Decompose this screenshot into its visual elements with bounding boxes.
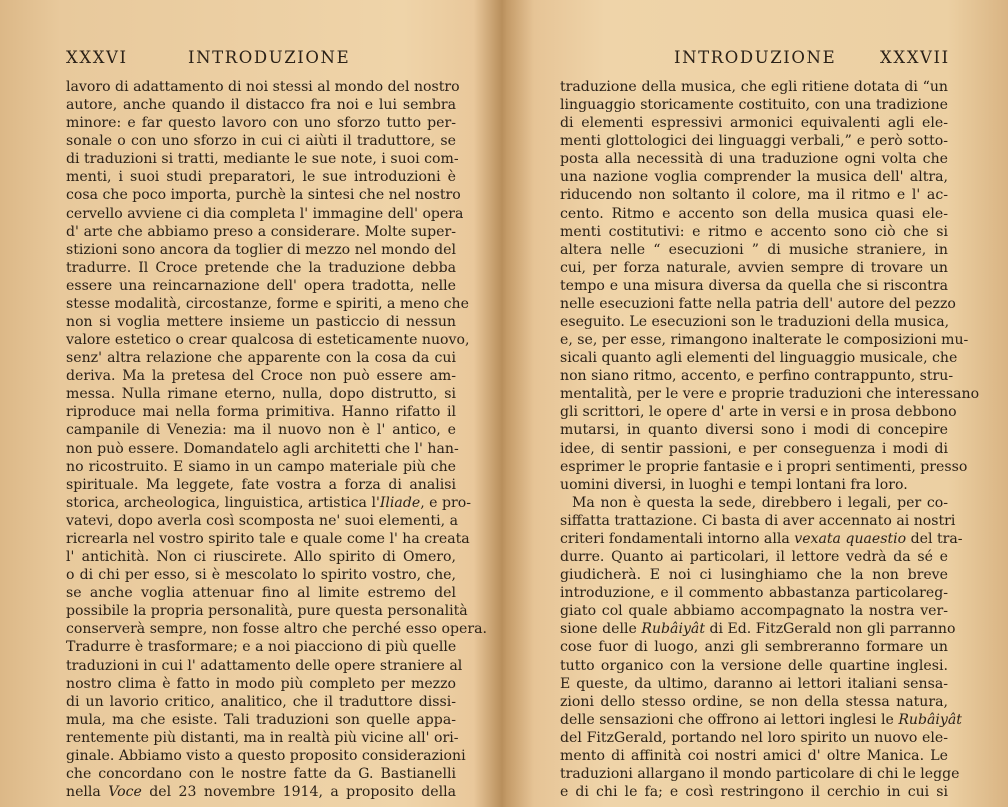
- line-text: sione delle: [560, 621, 637, 638]
- text-line: se anche voglia attenuar fino al limite estremo del: [66, 585, 456, 602]
- text-line: di elementi espressivi armonici equivalenti agli ele-: [560, 115, 948, 132]
- text-line: cervello avviene ci dia completa l' immagine dell' opera: [66, 205, 464, 222]
- text-line: non siano ritmo, accento, e perfino contrappunto, stru-: [560, 368, 954, 385]
- line-text: storica, archeologica, linguistica, artistica l': [66, 494, 380, 511]
- text-line: deriva. Ma la pretesa del Croce non può essere am-: [66, 368, 456, 385]
- text-line: l' antichità. Non ci riuscirete. Allo spirito di Omero,: [66, 549, 456, 566]
- left-page: [0, 0, 500, 807]
- text-line: o di chi per esso, si è mescolato lo spirito vostro, che,: [66, 567, 456, 584]
- text-line: non si voglia mettere insieme un pasticcio di nessun: [66, 314, 456, 331]
- text-line: Ma non è questa la sede, direbbero i legali, per co-: [572, 494, 948, 511]
- text-line-voce: [66, 783, 456, 801]
- text-line: introduzione, e il commento abbastanza particolareg-: [560, 585, 948, 602]
- text-line: tempo e una misura diversa da quella che si riscontra: [560, 277, 948, 294]
- right-page: [508, 0, 1008, 807]
- right-running-head: INTRODUZIONE: [674, 48, 837, 67]
- line-text: di Ed. FitzGerald non gli parranno: [704, 621, 956, 638]
- text-line: menti glottologici dei linguaggi verbali,” e però sotto-: [560, 133, 948, 150]
- text-line-vexata: [560, 530, 963, 548]
- text-line: cui, per forza naturale, avvien sempre di trovare un: [560, 259, 948, 276]
- text-line: cose fuor di luogo, anzi gli sembreranno formare un: [560, 639, 948, 656]
- italic-iliade: Iliade: [379, 494, 421, 511]
- text-line: messa. Nulla rimane eterno, nulla, dopo distrutto, si: [66, 386, 456, 403]
- text-line: di un lavorio critico, analitico, che il traduttore dissi-: [66, 693, 456, 710]
- left-page-body: [66, 78, 487, 801]
- text-line: cento. Ritmo e accento son della musica quasi ele-: [560, 205, 948, 222]
- text-line: Tradurre è trasformare; e a noi piacciono di più quelle: [66, 639, 457, 656]
- text-line: possibile la propria personalità, pure questa personalità: [66, 603, 468, 620]
- right-page-body: [560, 78, 980, 801]
- text-line: linguaggio storicamente costituito, con una tradizione: [560, 97, 948, 114]
- line-text: criteri fondamentali intorno alla: [560, 530, 790, 547]
- text-line: traduzioni allargano il mondo particolare di chi le legge: [560, 765, 960, 782]
- text-line: lavoro di adattamento di noi stessi al mondo del nostro: [66, 79, 460, 95]
- text-line: di traduzioni si tratti, mediante le sue note, i suoi com-: [66, 151, 459, 168]
- text-line: traduzione della musica, che egli ritiene dotata di “un: [560, 79, 948, 95]
- text-line: esprimer le proprie fantasie e i propri sentimenti, presso: [560, 458, 968, 475]
- text-line: ricrearla nel vostro spirito tale e quale come l' ha creata: [66, 530, 470, 547]
- text-line: giato col quale abbiamo accompagnato la nostra ver-: [560, 603, 948, 620]
- text-line-rubaiyat: [560, 711, 962, 729]
- text-line: campanile di Venezia: ma il nuovo non è l' antico, e: [66, 422, 456, 439]
- text-line-rubaiyat: [560, 620, 956, 638]
- text-line: menti, i suoi studi preparatori, le sue introduzioni è: [66, 169, 456, 186]
- text-line: mentalità, per le vere e proprie traduzioni che interessano: [560, 386, 980, 403]
- text-line: stizioni sono ancora da toglier di mezzo nel mondo del: [66, 241, 456, 258]
- text-line: ginale. Abbiamo visto a questo proposito considerazioni: [66, 747, 466, 764]
- text-line: e, se, per esse, rimangono inalterate le composizioni mu-: [560, 332, 969, 349]
- text-line: sicali quanto agli elementi del linguaggio musicale, che: [560, 350, 958, 367]
- text-line: vatevi, dopo averla così scomposta ne' suoi elementi, a: [66, 512, 459, 529]
- text-line: del FitzGerald, portando nel loro spirito un nuovo ele-: [560, 729, 948, 746]
- text-line: mento di affinità coi nostri amici d' oltre Manica. Le: [560, 747, 948, 764]
- text-line: E queste, da ultimo, daranno ai lettori italiani sensa-: [560, 675, 948, 692]
- text-line: altera nelle “ esecuzioni ” di musiche straniere, in: [560, 241, 948, 258]
- text-line: riducendo non soltanto il colore, ma il ritmo e l' ac-: [560, 187, 948, 204]
- text-line: conserverà sempre, non fosse altro che perché esso opera.: [66, 621, 487, 638]
- text-line: essere una reincarnazione dell' opera tradotta, nelle: [66, 277, 456, 294]
- text-line: rentemente più distanti, ma in realtà più vicine all' ori-: [66, 729, 459, 746]
- text-line-iliade: [66, 494, 471, 512]
- text-line: no ricostruito. E siamo in un campo materiale più che: [66, 458, 456, 475]
- text-line: riproduce mai nella forma primitiva. Hanno rifatto il: [66, 404, 456, 421]
- italic-voce: Voce: [108, 784, 142, 801]
- text-line: non può essere. Domandatelo agli architetti che l' han-: [66, 440, 459, 457]
- line-text: nella: [66, 784, 101, 801]
- text-line: mutarsi, in quanto diversi sono i modi di concepire: [560, 422, 948, 439]
- text-line: traduzioni in cui l' adattamento delle opere straniere al: [66, 657, 463, 674]
- text-line: mula, ma che esiste. Tali traduzioni son quelle appa-: [66, 711, 456, 728]
- text-line: che concordano con le nostre fatte da G. Bastianelli: [66, 765, 456, 782]
- text-line: autore, anche quando il distacco fra noi e lui sembra: [66, 97, 456, 114]
- text-line: d' arte che abbiamo preso a considerare. Molte super-: [66, 223, 456, 240]
- text-line: spirituale. Ma leggete, fate vostra a forza di analisi: [66, 476, 456, 493]
- line-text: delle sensazioni che offrono ai lettori inglesi le: [560, 711, 894, 728]
- left-page-number: XXXVI: [66, 48, 128, 67]
- text-line: gli scrittori, le opere d' arte in versi e in prosa debbono: [560, 404, 957, 421]
- right-page-number: XXXVII: [880, 48, 950, 67]
- text-line: zioni dello stesso ordine, se non della stessa natura,: [560, 693, 948, 710]
- text-line: siffatta trattazione. Ci basta di aver accennato ai nostri: [560, 512, 956, 529]
- text-line: minore: e far questo lavoro con uno sforzo tutto per-: [66, 115, 456, 132]
- line-text: del tra-: [906, 530, 963, 547]
- line-text: del 23 novembre 1914, a proposito della: [149, 784, 456, 801]
- text-line: uomini diversi, in luoghi e tempi lontani fra loro.: [560, 476, 908, 493]
- italic-vexata-quaestio: vexata quaestio: [794, 530, 907, 547]
- left-running-head: INTRODUZIONE: [188, 48, 351, 67]
- text-line: tradurre. Il Croce pretende che la traduzione debba: [66, 259, 456, 276]
- text-line: posta alla necessità di una traduzione ogni volta che: [560, 151, 948, 168]
- text-line: giudicherà. E noi ci lusinghiamo che la non breve: [560, 567, 948, 584]
- text-line: stesse modalità, circostanze, forme e spiriti, a meno che: [66, 295, 469, 312]
- text-line: menti costitutivi: e ritmo e accento sono ciò che si: [560, 223, 948, 240]
- text-line: e di chi le fa; e così restringono il cerchio in cui si: [560, 784, 948, 801]
- text-line: tutto organico con la versione delle quartine inglesi.: [560, 657, 948, 674]
- italic-rubaiyat: Rubâiyât: [898, 711, 962, 728]
- text-line: sonale o con uno sforzo in cui ci aiùti il traduttore, se: [66, 133, 456, 150]
- text-line: senz' altra relazione che apparente con la cosa da cui: [66, 350, 456, 367]
- text-line: valore estetico o crear qualcosa di esteticamente nuovo,: [66, 332, 470, 349]
- text-line: nostro clima è fatto in modo più completo per mezzo: [66, 675, 456, 692]
- line-text: , e pro-: [420, 494, 471, 511]
- text-line: nelle esecuzioni fatte nella patria dell' autore del pezzo: [560, 295, 956, 312]
- text-line: cosa che poco importa, purchè la sintesi che nel nostro: [66, 187, 461, 204]
- text-line: eseguito. Le esecuzioni son le traduzioni della musica,: [560, 314, 950, 331]
- text-line: idee, di sentir passioni, e per conseguenza i modi di: [560, 440, 948, 457]
- text-line: una nazione voglia comprender la musica dell' altra,: [560, 169, 948, 186]
- italic-rubaiyat: Rubâiyât: [641, 621, 705, 638]
- text-line: durre. Quanto ai particolari, il lettore vedrà da sé e: [560, 549, 948, 566]
